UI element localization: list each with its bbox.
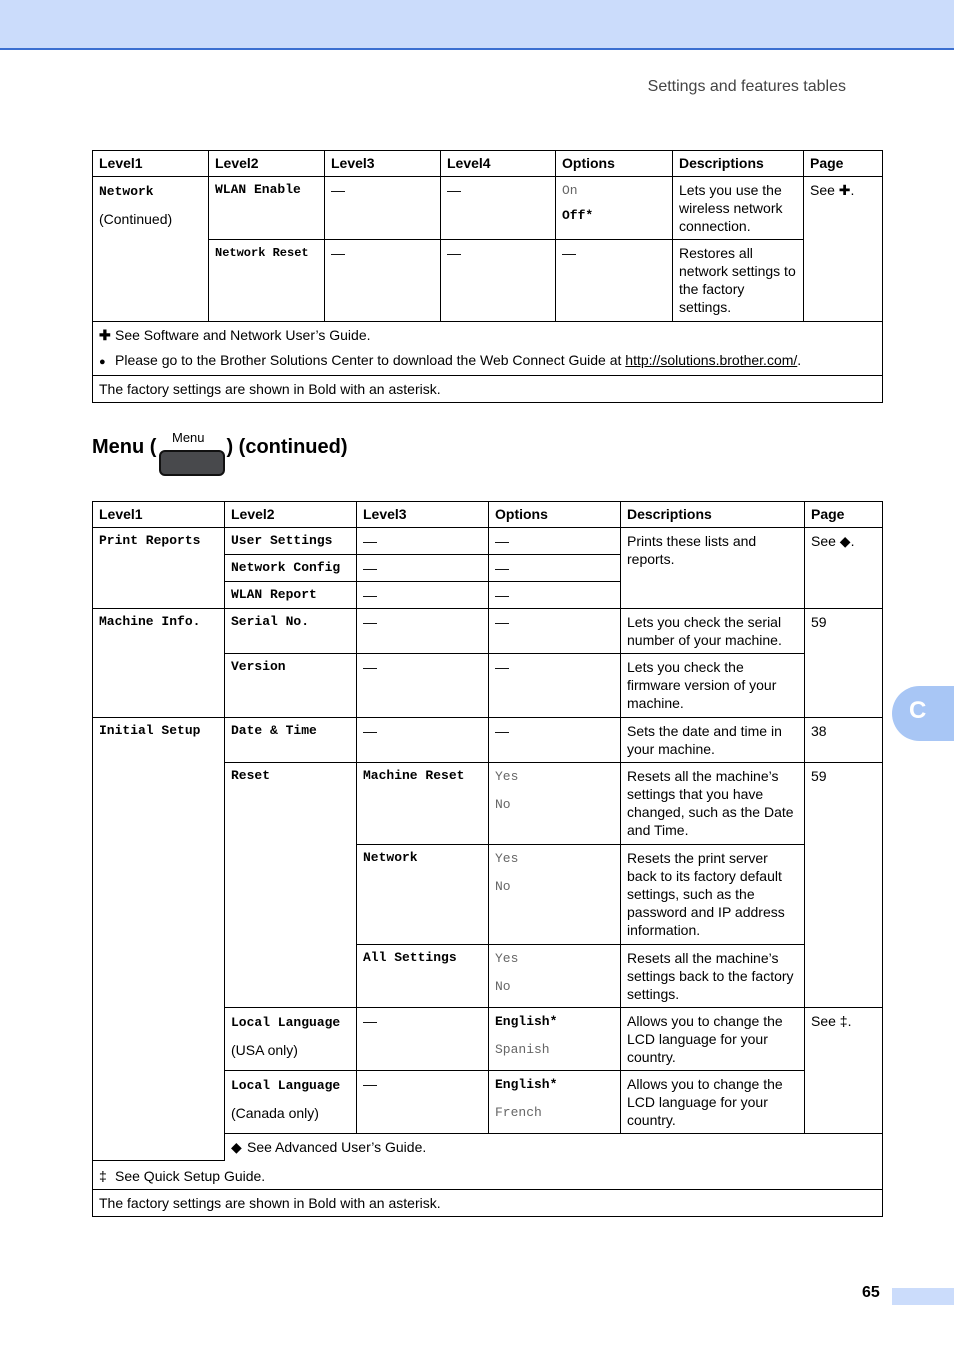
note-row [93,1189,883,1216]
level3-cell: — [357,528,489,555]
level3-cell: — [357,1071,489,1134]
options-cell [489,1071,621,1134]
plus-icon: ✚ [99,327,111,343]
option-off-default: Off* [562,208,594,223]
note-text: See Software and Network User’s Guide. [115,327,371,343]
bullet-icon: ● [99,356,106,368]
column-header: Page [804,151,883,177]
options-cell: — [489,609,621,654]
option-yes: Yes [495,851,519,866]
column-header: Level3 [357,502,489,528]
chapter-letter: C [909,697,927,724]
options-cell: — [489,718,621,763]
description-cell: Lets you check the firmware version of your machine. [621,654,805,718]
options-cell [489,1008,621,1071]
diamond-icon: ◆ [231,1139,242,1155]
note-row [93,322,883,347]
level2-serial-no: Serial No. [225,609,357,654]
note-row [93,376,883,403]
table-header-row [93,502,883,528]
level2-local-language-usa [225,1008,357,1071]
level1-network: Network [99,184,154,199]
level4-cell: — [441,177,556,240]
level3-all-settings: All Settings [357,945,489,1008]
options-cell [489,845,621,945]
table-row [93,528,883,555]
level1-initial-setup: Initial Setup [93,718,225,1161]
running-head: Settings and features tables [647,78,846,95]
level2-network-reset: Network Reset [209,240,325,322]
description-cell: Resets all the machine’s settings back to the factory settings. [621,945,805,1008]
description-cell: Lets you use the wireless network connection. [673,177,804,240]
note-text: See Quick Setup Guide. [115,1167,266,1184]
options-cell [489,945,621,1008]
column-header: Descriptions [673,151,804,177]
table-row [93,609,883,654]
option-no: No [495,797,511,812]
menu-button-label: Menu [172,430,205,445]
page-ref-cell: 59 [805,763,883,1008]
options-cell [489,763,621,845]
note-quick-setup [93,1160,883,1189]
options-cell: — [489,555,621,582]
column-header: Level3 [325,151,441,177]
description-cell: Sets the date and time in your machine. [621,718,805,763]
column-header: Options [556,151,673,177]
description-cell: Allows you to change the LCD language for your country. [621,1008,805,1071]
usa-only-label: (USA only) [231,1042,298,1058]
option-on: On [562,183,578,198]
level4-cell: — [441,240,556,322]
factory-settings-note: The factory settings are shown in Bold with an asterisk. [93,1189,883,1216]
level3-cell: — [357,1008,489,1071]
level3-cell: — [325,240,441,322]
section-title-prefix: Menu ( [92,436,157,458]
options-cell: — [489,582,621,609]
note-software-network [93,322,883,347]
factory-settings-note: The factory settings are shown in Bold with an asterisk. [93,376,883,403]
column-header: Descriptions [621,502,805,528]
level3-network: Network [357,845,489,945]
local-language-label: Local Language [231,1078,341,1093]
level2-version: Version [225,654,357,718]
local-language-label: Local Language [231,1015,341,1030]
level3-cell: — [357,555,489,582]
option-no: No [495,879,511,894]
note-row [93,346,883,376]
level3-cell: — [357,609,489,654]
menu-button-icon [159,450,225,476]
top-banner [0,0,954,50]
level1-machine-info: Machine Info. [93,609,225,718]
level3-cell: — [325,177,441,240]
level2-network-config: Network Config [225,555,357,582]
column-header: Level4 [441,151,556,177]
continued-label: (Continued) [99,211,173,227]
options-cell [556,177,673,240]
level3-cell: — [357,654,489,718]
section-title-suffix: ) (continued) [226,436,348,458]
note-advanced-guide [225,1134,883,1161]
page-ref-cell: See ✚. [804,177,883,322]
table-row [93,718,883,763]
level2-wlan-enable: WLAN Enable [209,177,325,240]
options-cell: — [489,528,621,555]
note-text: Please go to the Brother Solutions Center to download the Web Connect Guide at [115,352,626,368]
column-header: Options [489,502,621,528]
solutions-center-link[interactable]: http://solutions.brother.com/ [625,352,798,368]
note-web-connect [93,346,883,376]
level3-cell: — [357,718,489,763]
option-french: French [495,1105,542,1120]
page-ref-cell: 59 [805,609,883,718]
table-row [93,177,883,240]
canada-only-label: (Canada only) [231,1105,319,1121]
option-no: No [495,979,511,994]
network-settings-table [92,150,883,403]
column-header: Level1 [93,151,209,177]
page-number: 65 [862,1284,880,1301]
level2-date-time: Date & Time [225,718,357,763]
description-cell: Resets the print server back to its factory default settings, such as the password and IP address information. [621,845,805,945]
table-row [93,240,883,322]
level2-user-settings: User Settings [225,528,357,555]
dagger-icon: ‡ [99,1167,107,1184]
note-end: . [797,352,802,368]
menu-settings-table [92,501,883,1217]
level2-reset: Reset [225,763,357,1008]
page-ref-cell: See ◆. [805,528,883,609]
description-cell: Restores all network settings to the factory settings. [673,240,804,322]
note-row [93,1160,883,1189]
page-ref-cell: 38 [805,718,883,763]
page-ref-cell: See ‡. [805,1008,883,1134]
description-cell: Lets you check the serial number of your machine. [621,609,805,654]
level3-cell: — [357,582,489,609]
level1-cell [93,177,209,322]
option-yes: Yes [495,951,519,966]
description-cell: Prints these lists and reports. [621,528,805,609]
footer-bar [892,1288,954,1305]
column-header: Page [805,502,883,528]
note-text: See Advanced User’s Guide. [247,1139,427,1155]
options-cell: — [556,240,673,322]
column-header: Level2 [225,502,357,528]
option-english-default: English* [495,1014,558,1029]
column-header: Level1 [93,502,225,528]
description-cell: Allows you to change the LCD language for your country. [621,1071,805,1134]
option-english-default: English* [495,1077,558,1092]
column-header: Level2 [209,151,325,177]
level2-wlan-report: WLAN Report [225,582,357,609]
level1-print-reports: Print Reports [93,528,225,609]
description-cell: Resets all the machine’s settings that you have changed, such as the Date and Time. [621,763,805,845]
chapter-tab [892,686,954,741]
level2-local-language-canada [225,1071,357,1134]
option-spanish: Spanish [495,1042,550,1057]
options-cell: — [489,654,621,718]
level3-machine-reset: Machine Reset [357,763,489,845]
table-header-row [93,151,883,177]
option-yes: Yes [495,769,519,784]
